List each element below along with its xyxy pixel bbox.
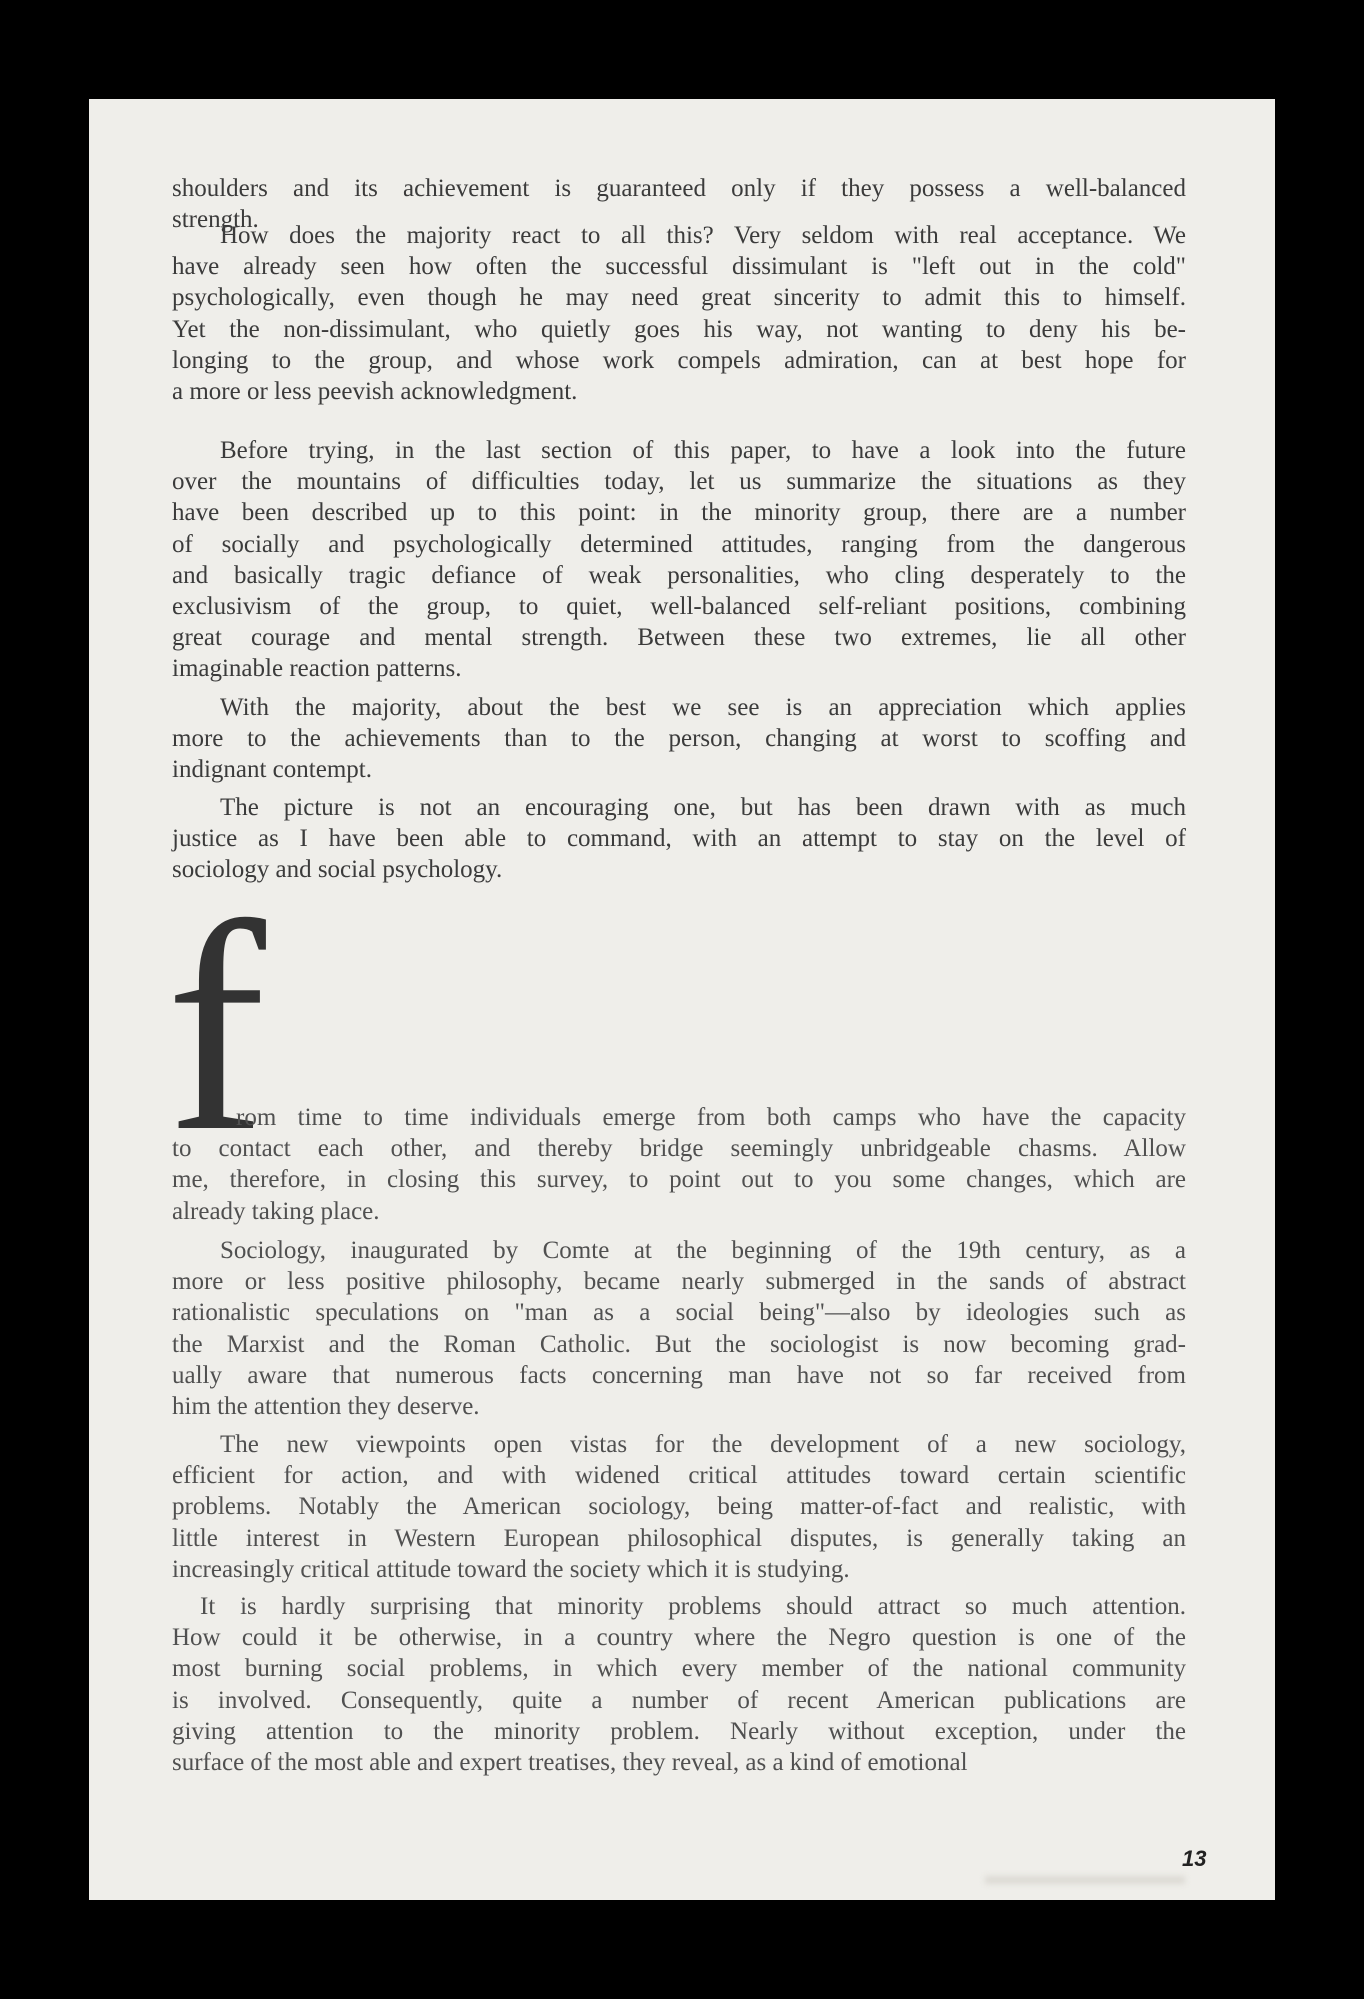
text-line: indignant contempt. [172, 756, 372, 784]
text-line: of socially and psychologically determined attitudes, ranging from the dangerous [172, 530, 1186, 558]
paragraph [172, 792, 1186, 886]
text-line: to contact each other, and thereby bridge seemingly unbridgeable chasms. Allow [172, 1135, 1186, 1163]
page-number: 13 [1182, 1846, 1207, 1871]
paragraph [172, 1591, 1186, 1778]
text-line: me, therefore, in closing this survey, to point out to you some changes, which are [172, 1166, 1186, 1194]
text-line: strength. [172, 206, 259, 234]
text-line: shoulders and its achievement is guaranteed only if they possess a well-balanced [172, 175, 1186, 202]
paragraph [172, 1102, 1186, 1227]
paragraph [172, 220, 1186, 407]
text-line: little interest in Western European philosophical disputes, is generally taking an [172, 1524, 1186, 1552]
text-line: is involved. Consequently, quite a number of recent American publications are [172, 1686, 1186, 1714]
text-line: more or less positive philosophy, became nearly submerged in the sands of abstract [172, 1268, 1186, 1296]
text-line: more to the achievements than to the person, changing at worst to scoffing and [172, 725, 1186, 753]
text-line: giving attention to the minority problem. Nearly without exception, under the [172, 1717, 1186, 1745]
text-line: ually aware that numerous facts concerning man have not so far received from [172, 1361, 1186, 1389]
text-line: Yet the non-dissimulant, who quietly goes his way, not wanting to deny his be- [172, 315, 1186, 343]
text-line: How could it be otherwise, in a country where the Negro question is one of the [172, 1624, 1186, 1652]
text-line: surface of the most able and expert treatises, they reveal, as a kind of emotional [172, 1748, 968, 1776]
text-line: It is hardly surprising that minority problems should attract so much attention. [200, 1593, 1186, 1620]
text-line: increasingly critical attitude toward the society which it is studying. [172, 1555, 850, 1583]
text-line: Sociology, inaugurated by Comte at the beginning of the 19th century, as a [220, 1237, 1186, 1264]
paragraph [172, 435, 1186, 685]
text-line: over the mountains of difficulties today, let us summarize the situations as they [172, 468, 1186, 496]
text-line: Before trying, in the last section of this paper, to have a look into the future [220, 437, 1186, 464]
text-line: have already seen how often the successful dissimulant is "left out in the cold" [172, 253, 1186, 281]
text-line: rationalistic speculations on "man as a social being"—also by ideologies such as [172, 1299, 1186, 1327]
scan-smudge [985, 1876, 1185, 1884]
text-line: efficient for action, and with widened critical attitudes toward certain scientific [172, 1462, 1186, 1490]
text-line: The picture is not an encouraging one, but has been drawn with as much [220, 794, 1186, 821]
text-line: The new viewpoints open vistas for the development of a new sociology, [220, 1431, 1186, 1458]
text-line: a more or less peevish acknowledgment. [172, 377, 578, 405]
text-line: psychologically, even though he may need great sincerity to admit this to himself. [172, 284, 1186, 312]
text-line: How does the majority react to all this? Very seldom with real acceptance. We [220, 222, 1186, 249]
text-line: problems. Notably the American sociology, being matter-of-fact and realistic, with [172, 1493, 1186, 1521]
paragraph [172, 1235, 1186, 1422]
text-line: exclusivism of the group, to quiet, well-balanced self-reliant positions, combining [172, 592, 1186, 620]
text-line: sociology and social psychology. [172, 856, 503, 884]
text-line: great courage and mental strength. Between these two extremes, lie all other [172, 624, 1186, 652]
text-line: imaginable reaction patterns. [172, 655, 462, 683]
text-line: rom time to time individuals emerge from both camps who have the capacity [236, 1104, 1186, 1131]
text-line: already taking place. [172, 1197, 380, 1225]
paragraph [172, 1429, 1186, 1585]
text-line: longing to the group, and whose work compels admiration, can at best hope for [172, 346, 1186, 374]
text-line: have been described up to this point: in the minority group, there are a number [172, 499, 1186, 527]
text-line: most burning social problems, in which every member of the national community [172, 1655, 1186, 1683]
text-line: him the attention they deserve. [172, 1392, 480, 1420]
drop-cap-letter: f [166, 861, 266, 1193]
text-line: the Marxist and the Roman Catholic. But the sociologist is now becoming grad- [172, 1330, 1186, 1358]
text-line: With the majority, about the best we see is an appreciation which applies [220, 694, 1186, 721]
paragraph [172, 692, 1186, 786]
text-line: and basically tragic defiance of weak personalities, who cling desperately to the [172, 561, 1186, 589]
text-line: justice as I have been able to command, with an attempt to stay on the level of [172, 825, 1186, 853]
